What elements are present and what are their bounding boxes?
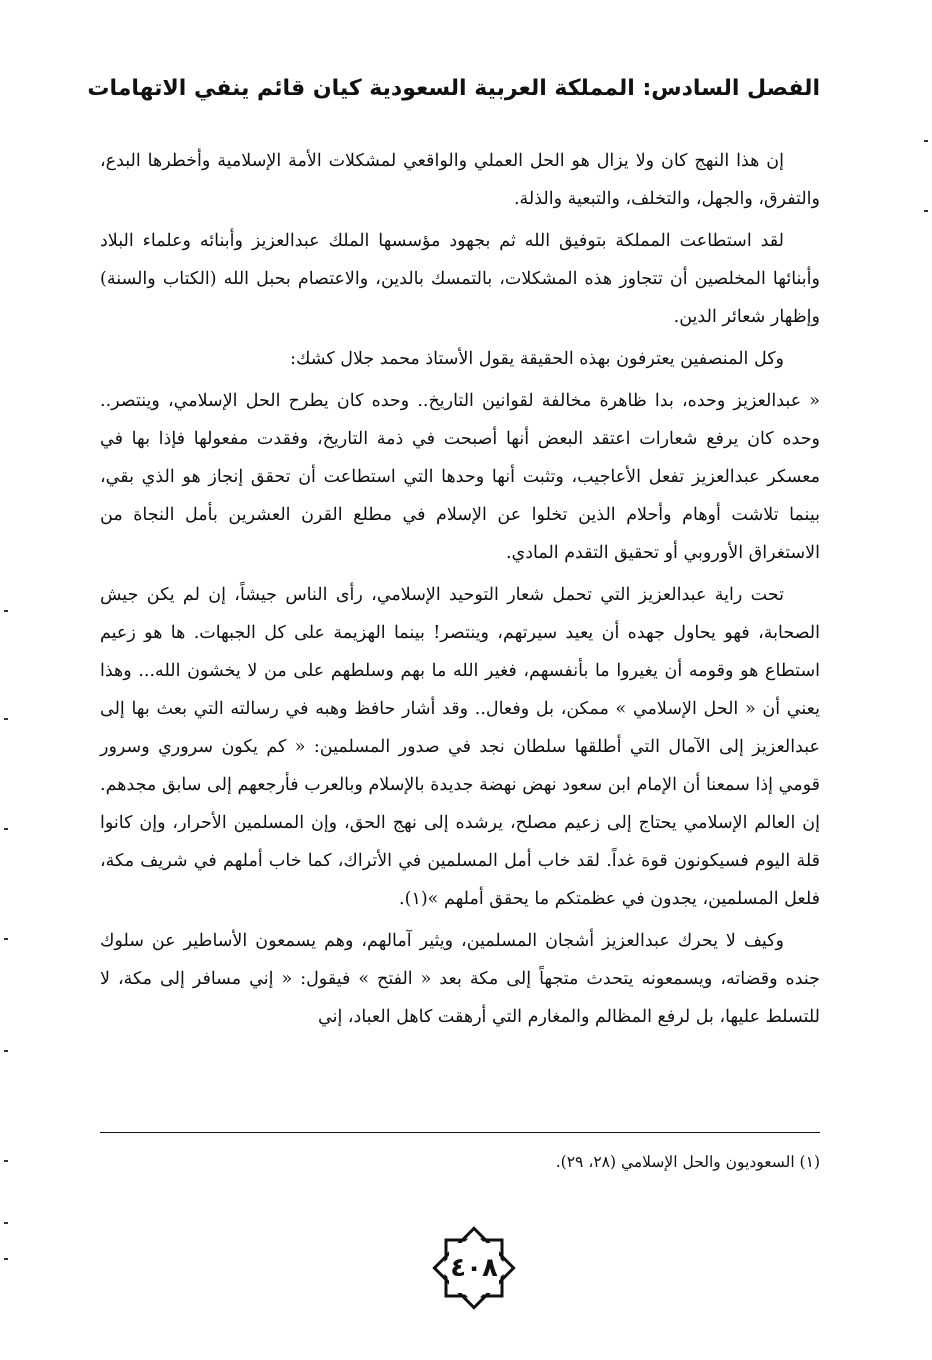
chapter-title: الفصل السادس: المملكة العربية السعودية كيان قائم ينفي الاتهامات [87, 75, 820, 101]
paragraph-2: لقد استطاعت المملكة بتوفيق الله ثم بجهود مؤسسها الملك عبدالعزيز وأبنائه وعلماء البلاد وأبنائها المخلصين أن تتجاوز هذه المشكلات، بالتمسك بالدين، والاعتصام بحبل الله (الكتاب والسنة) وإظهار شعائر الدين. [100, 231, 820, 327]
paragraph-4-quote: « عبدالعزيز وحده، بدا ظاهرة مخالفة لقوانين التاريخ.. وحده كان يطرح الحل الإسلامي، وينتصر.. وحده كان يرفع شعارات اعتقد البعض أنها أصبحت في ذمة التاريخ، وفقدت مفعولها فإذا بها في معسكر عبدالعزيز تفعل الأعاجيب، وتثبت أنها وحدها التي استطاعت أن تحقق إنجاز هو الذي بقي، بينما تلاشت أوهام وأحلام الذين تخلوا عن الإسلام في مطلع القرن العشرين بأمل النجاة من الاستغراق الأوروبي أو تحقيق التقدم المادي. [100, 391, 820, 563]
margin-mark [4, 1160, 8, 1162]
footnote-rule [100, 1132, 820, 1133]
margin-mark [4, 938, 8, 940]
paragraph-6: وكيف لا يحرك عبدالعزيز أشجان المسلمين، ويثير آمالهم، وهم يسمعون الأساطير عن سلوك جنده وقضاته، ويسمعونه يتحدث متجهاً إلى مكة بعد « الفتح » فيقول: « إني مسافر إلى مكة، لا للتسلط عليها، بل لرفع المظالم والمغارم التي أرهقت كاهل العباد، إني [100, 931, 820, 1027]
margin-mark [4, 718, 8, 720]
margin-mark [924, 210, 928, 212]
body-text [100, 142, 820, 1040]
running-header [87, 62, 820, 114]
margin-mark [4, 828, 8, 830]
paragraph-3: وكل المنصفين يعترفون بهذه الحقيقة يقول الأستاذ محمد جلال كشك: [290, 349, 784, 369]
margin-mark [4, 1222, 8, 1224]
margin-mark [924, 140, 928, 142]
page-number: ٤٠٨ [450, 1253, 498, 1283]
margin-mark [4, 610, 8, 612]
footnote: (١) السعوديون والحل الإسلامي (٢٨، ٢٩). [555, 1153, 820, 1171]
margin-mark [4, 1258, 8, 1260]
paragraph-1: إن هذا النهج كان ولا يزال هو الحل العملي والواقعي لمشكلات الأمة الإسلامية وأخطرها البدع، والتفرق، والجهل، والتخلف، والتبعية والذلة. [100, 151, 820, 209]
margin-mark [4, 1050, 8, 1052]
paragraph-5: تحت راية عبدالعزيز التي تحمل شعار التوحيد الإسلامي، رأى الناس جيشاً، إن لم يكن جيش الصحابة، فهو يحاول جهده أن يعيد سيرتهم، وينتصر! بينما الهزيمة على كل الجبهات. ها هو زعيم استطاع هو وقومه أن يغيروا ما بأنفسهم، فغير الله ما بهم وسلطهم على من لا يخشون الله... وهذا يعني أن « الحل الإسلامي » ممكن، بل وفعال.. وقد أشار حافظ وهبه في رسالته التي بعث بها إلى عبدالعزيز إلى الآمال التي أطلقها سلطان نجد في صدور المسلمين: « كم يكون سروري وسرور قومي إذا سمعنا أن الإمام ابن سعود نهض نهضة جديدة بالإسلام وبالعرب فأرجعهم إلى سابق مجدهم. إن العالم الإسلامي يحتاج إلى زعيم مصلح، يرشده إلى نهج الحق، وإن المسلمين الأحرار، وإن كانوا قلة اليوم فسيكونون قوة غداً. لقد خاب أمل المسلمين في الأتراك، كما خاب أملهم في شريف مكة، فلعل المسلمين، يجدون في عظمتكم ما يحقق أملهم »(١). [100, 585, 820, 909]
